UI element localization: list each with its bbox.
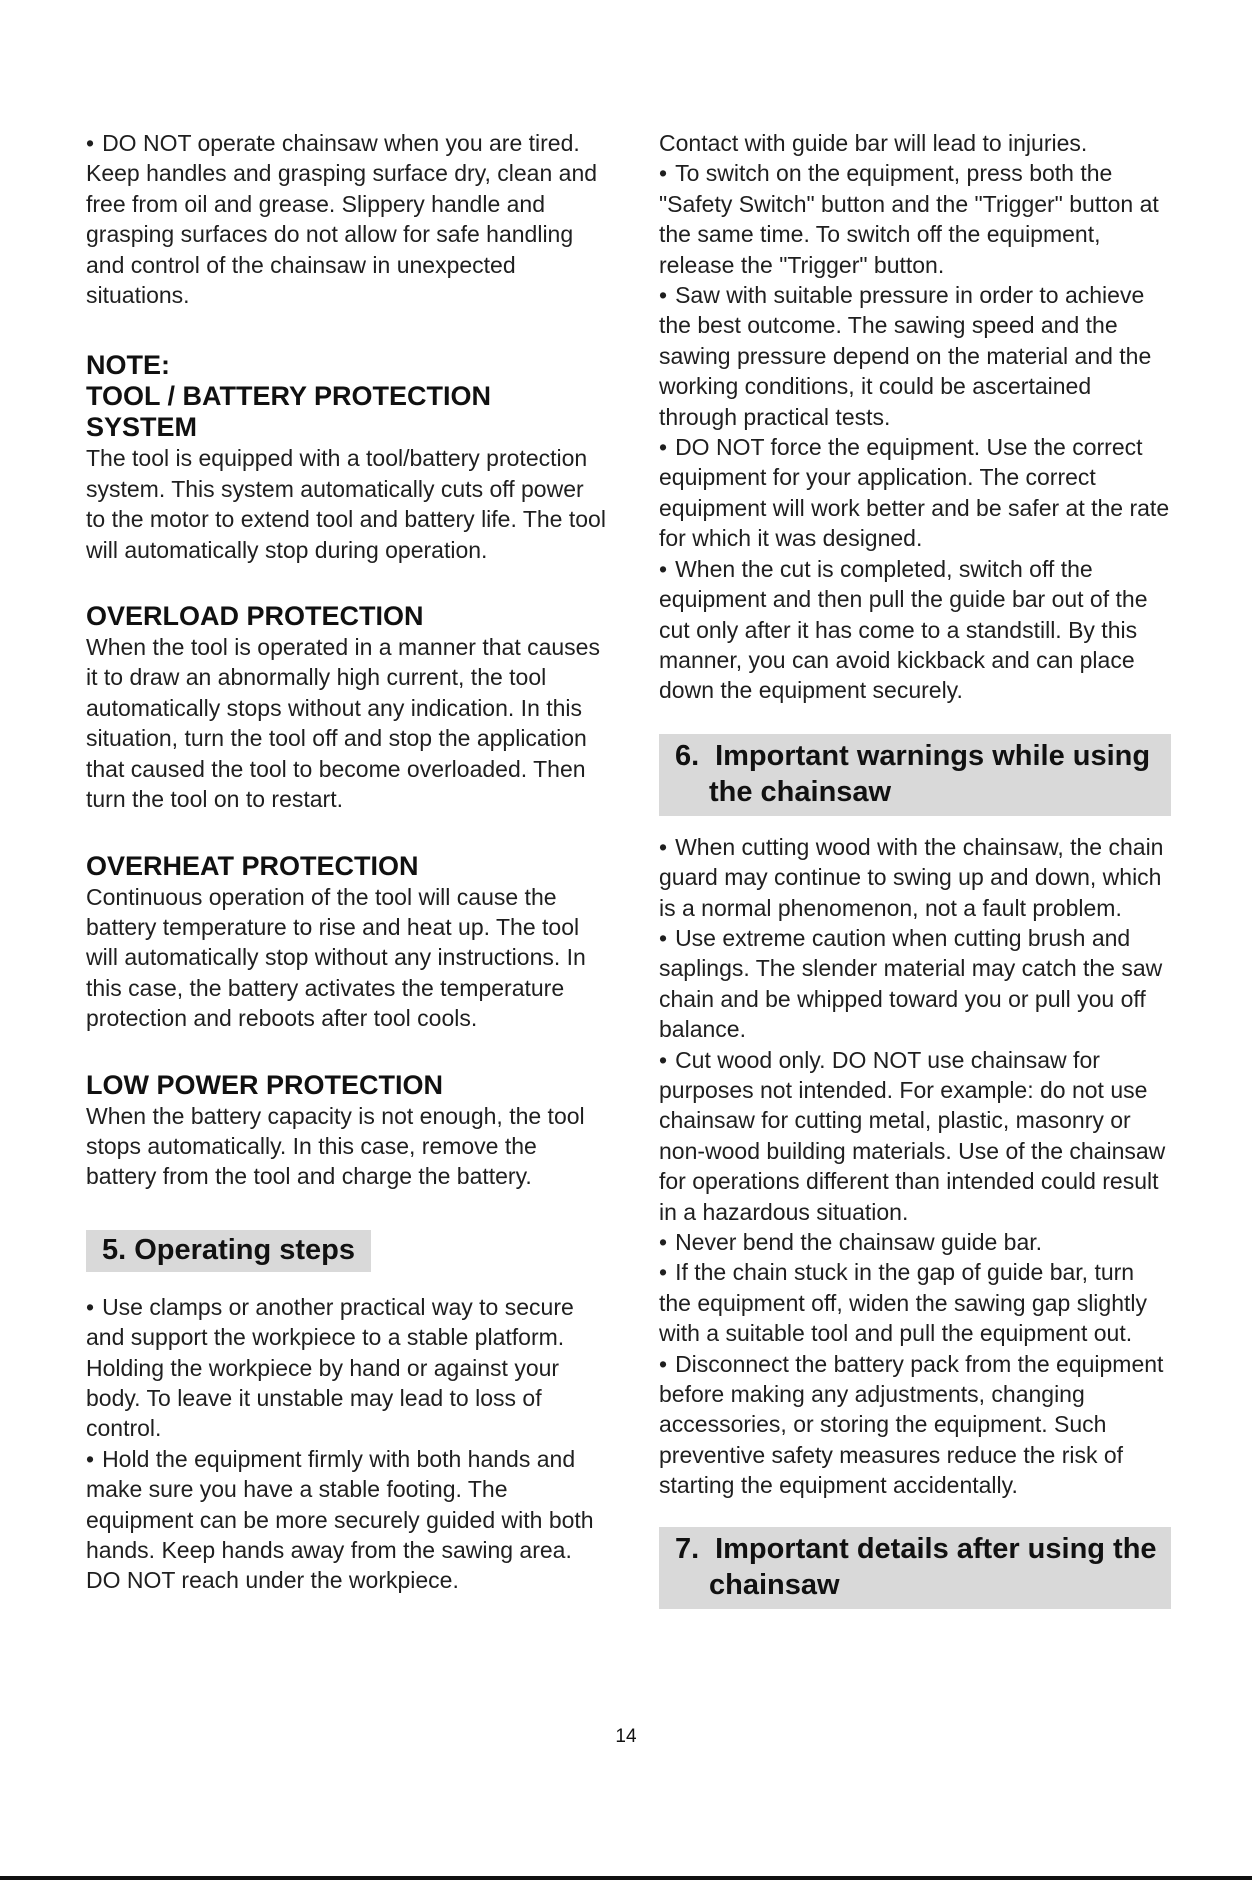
- section6-bullets: [659, 832, 1171, 1501]
- operate-bullet-1: • To switch on the equipment, press both the "Safety Switch" button and the "Trigger" button at the same time. To switch off the equipment, release the "Trigger" button.: [659, 158, 1171, 280]
- section5-number: 5.: [102, 1233, 127, 1266]
- section6-title-line1: Important warnings while using: [715, 739, 1151, 772]
- overload-text: When the tool is operated in a manner that causes it to draw an abnormally high current, the tool automatically stops without any indication. In this situation, turn the tool off and stop the application that caused the tool to become overloaded. Then turn the tool on to restart.: [86, 634, 600, 813]
- overheat-text: Continuous operation of the tool will cause the battery temperature to rise and heat up. The tool will automatically stop without any instructions. In this case, the battery activates the temperature protection and reboots after tool cools.: [86, 883, 586, 1032]
- section5-heading: [86, 1230, 371, 1272]
- section6-title-line2: the chainsaw: [709, 775, 892, 808]
- note-title: NOTE:: [86, 350, 170, 381]
- section5: [86, 1230, 606, 1596]
- section5-title: Operating steps: [134, 1233, 356, 1266]
- warning-bullet-6: • Disconnect the battery pack from the equipment before making any adjustments, changing accessories, or storing the equipment. Such preventive safety measures reduce the risk of starting the equipment accidentally.: [659, 1349, 1171, 1501]
- protection-title-line1: TOOL / BATTERY PROTECTION: [86, 381, 492, 412]
- lowpower-text: When the battery capacity is not enough, the tool stops automatically. In this case, remove the battery from the tool and charge the battery.: [86, 1102, 585, 1190]
- warning-bullet-3: • Cut wood only. DO NOT use chainsaw for purposes not intended. For example: do not use chainsaw for cutting metal, plastic, masonry or non-wood building materials. Use of the chainsaw for operations different than intended could result in a hazardous situation.: [659, 1045, 1171, 1227]
- bottom-rule: [0, 1876, 1252, 1880]
- warning-bullet-2: • Use extreme caution when cutting brush and saplings. The slender material may catch the saw chain and be whipped toward you or pull you off balance.: [659, 923, 1171, 1045]
- warning-bullet-4: • Never bend the chainsaw guide bar.: [659, 1227, 1171, 1257]
- left-column: [86, 128, 606, 1596]
- operate-bullet-3: • DO NOT force the equipment. Use the correct equipment for your application. The correct equipment will work better and be safer at the rate for which it was designed.: [659, 432, 1171, 554]
- section7-heading: [659, 1527, 1171, 1609]
- lowpower-section: [86, 1070, 606, 1192]
- overload-section: [86, 601, 606, 814]
- page-number: 14: [615, 1726, 637, 1747]
- overheat-section: [86, 851, 606, 1034]
- protection-system-section: [86, 350, 606, 565]
- section6-number: 6.: [675, 739, 700, 772]
- section7-title-line2: chainsaw: [709, 1568, 840, 1601]
- intro-paragraph: • DO NOT operate chainsaw when you are tired. Keep handles and grasping surface dry, clean and free from oil and grease. Slippery handle and grasping surfaces do not allow for safe handling and control of the chainsaw in unexpected situations.: [86, 128, 606, 310]
- lowpower-title: LOW POWER PROTECTION: [86, 1069, 443, 1100]
- operate-bullet-2: • Saw with suitable pressure in order to achieve the best outcome. The sawing speed and the sawing pressure depend on the material and the working conditions, it could be ascertained through practical tests.: [659, 280, 1171, 432]
- protection-text: The tool is equipped with a tool/battery protection system. This system automatically cuts off power to the motor to extend tool and battery life. The tool will automatically stop during operation.: [86, 445, 606, 563]
- warning-bullet-5: • If the chain stuck in the gap of guide bar, turn the equipment off, widen the sawing gap slightly with a suitable tool and pull the equipment out.: [659, 1257, 1171, 1348]
- operate-bullet-4: • When the cut is completed, switch off the equipment and then pull the guide bar out of the cut only after it has come to a standstill. By this manner, you can avoid kickback and can place down the equipment securely.: [659, 554, 1171, 706]
- section5-bullet-1: • Use clamps or another practical way to secure and support the workpiece to a stable platform. Holding the workpiece by hand or against your body. To leave it unstable may lead to loss of control.: [86, 1292, 606, 1444]
- overheat-title: OVERHEAT PROTECTION: [86, 850, 419, 881]
- section5-bullet-2: • Hold the equipment firmly with both hands and make sure you have a stable footing. The equipment can be more securely guided with both hands. Keep hands away from the sawing area. DO NOT reach under the workpiece.: [86, 1444, 606, 1596]
- continuation-text: Contact with guide bar will lead to injuries.: [659, 130, 1088, 156]
- right-column: [659, 128, 1171, 1609]
- section7-title-line1: Important details after using the: [715, 1532, 1157, 1565]
- section6-heading: [659, 734, 1171, 816]
- section7-number: 7.: [675, 1532, 700, 1565]
- protection-title-line2: SYSTEM: [86, 412, 198, 443]
- warning-bullet-1: • When cutting wood with the chainsaw, the chain guard may continue to swing up and down, which is a normal phenomenon, not a fault problem.: [659, 832, 1171, 923]
- overload-title: OVERLOAD PROTECTION: [86, 601, 424, 632]
